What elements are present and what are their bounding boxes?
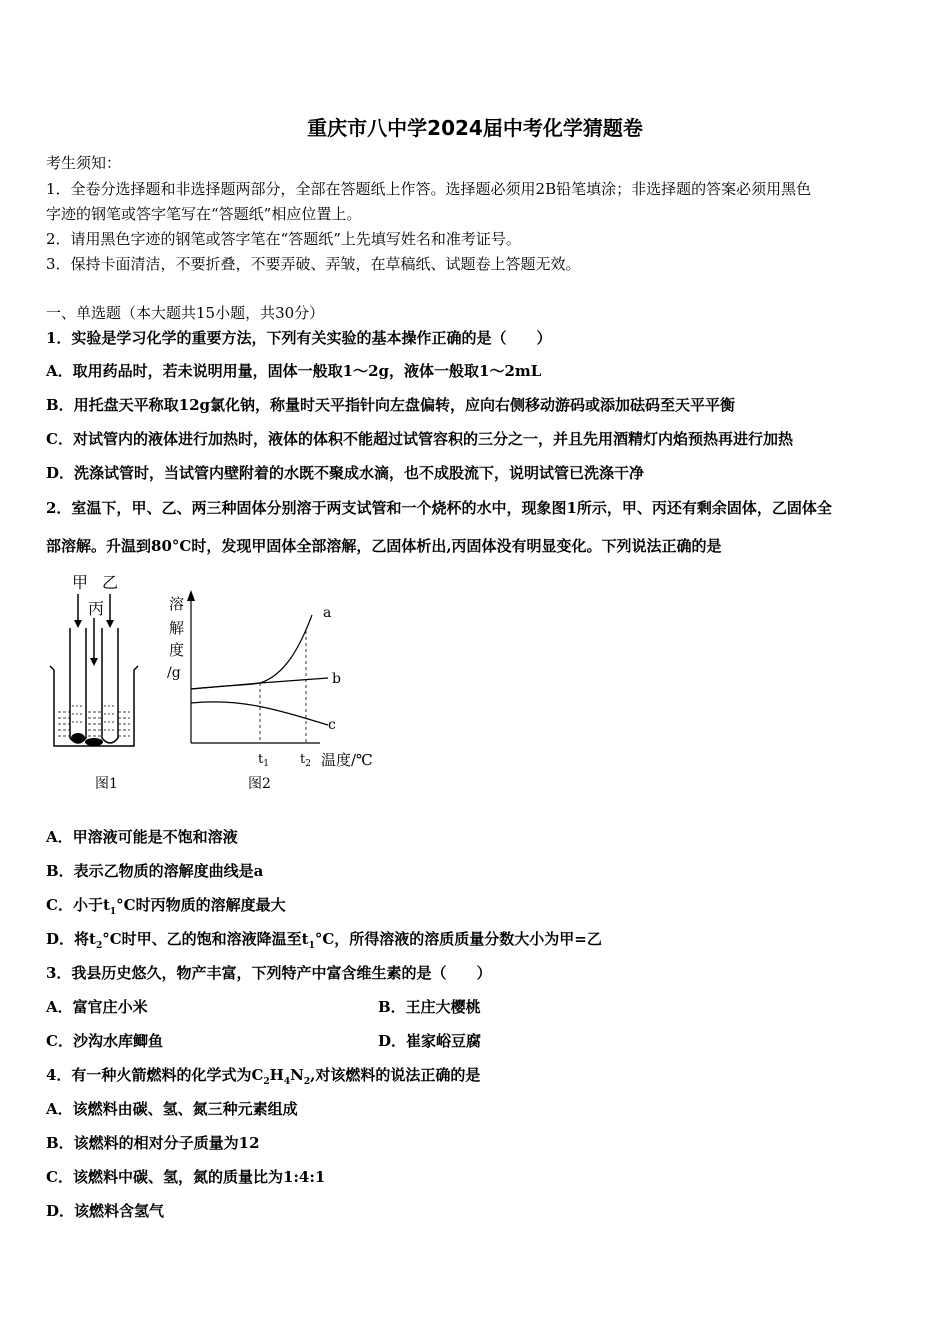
fig1-label-yi: 乙 (102, 573, 119, 592)
fig1-label-bing: 丙 (88, 599, 105, 618)
fig1-arrowhead-yi (106, 620, 114, 628)
fig2-label-a: a (323, 605, 332, 621)
fig1-solid-jia (71, 733, 85, 743)
q4-option-b: B．该燃料的相对分子质量为12 (46, 1134, 260, 1152)
fig2-ylabel-1: 溶 (169, 595, 185, 613)
fig2-y-arrow (187, 590, 195, 601)
q1-option-b: B．用托盘天平称取12g氯化钠，称量时天平指针向左盘偏转，应向右侧移动游码或添加砝码至天平平衡 (46, 396, 736, 414)
fig1-beaker (50, 666, 138, 746)
fig1-caption: 图1 (95, 776, 118, 792)
notice-item-2: 2．请用黑色字迹的钢笔或答字笔在“答题纸”上先填写姓名和准考证号。 (46, 230, 521, 248)
notice-heading: 考生须知： (46, 154, 122, 172)
fig2-tick-t2: $t_2$ (300, 752, 311, 769)
fig2-curve-b (191, 678, 328, 689)
q4-option-c: C．该燃料中碳、氢，氮的质量比为1:4:1 (46, 1168, 326, 1186)
page-title: 重庆市八中学2024届中考化学猜题卷 (307, 116, 643, 140)
q2-stem-line2: 部溶解。升温到80°C时，发现甲固体全部溶解，乙固体析出,丙固体没有明显变化。下列说法正确的是 (46, 537, 722, 555)
fig2-label-b: b (332, 671, 341, 687)
q4-option-a: A．该燃料由碳、氢、氮三种元素组成 (46, 1100, 298, 1118)
q1-option-c: C．对试管内的液体进行加热时，液体的体积不能超过试管容积的三分之一，并且先用酒精灯内焰预热再进行加热 (46, 430, 793, 448)
q2-option-b: B．表示乙物质的溶解度曲线是a (46, 862, 264, 880)
q4-stem: 4．有一种火箭燃料的化学式为$C_2H_4N_2$,对该燃料的说法正确的是 (46, 1066, 481, 1087)
fig1-label-jia: 甲 (72, 573, 89, 592)
fig1-tube-yi (102, 628, 118, 743)
fig1-tube-jia (70, 628, 86, 743)
fig2-curve-a (191, 615, 312, 689)
q1-stem: 1．实验是学习化学的重要方法，下列有关实验的基本操作正确的是（ ） (46, 329, 552, 347)
q2-stem-line1: 2．室温下，甲、乙、两三种固体分别溶于两支试管和一个烧杯的水中，现象图1所示，甲、丙还有剩余固体，乙固体全 (46, 499, 832, 517)
q4-option-d: D．该燃料含氢气 (46, 1202, 165, 1220)
fig2-curve-c (191, 702, 328, 725)
fig1-water (58, 712, 130, 736)
q3-stem: 3．我县历史悠久，物产丰富，下列特产中富含维生素的是（ ） (46, 964, 492, 982)
q2-option-c: C．小于$t_1^\circ C$时丙物质的溶解度最大 (46, 896, 286, 917)
q3-option-c: C．沙沟水库鲫鱼 (46, 1032, 163, 1050)
notice-item-1: 1．全卷分选择题和非选择题两部分，全部在答题纸上作答。选择题必须用2B铅笔填涂；非选择题的答案必须用黑色 (46, 180, 812, 198)
notice-item-1-cont: 字迹的钢笔或答字笔写在“答题纸”相应位置上。 (46, 205, 362, 223)
q1-option-a: A．取用药品时，若未说明用量，固体一般取1～2g，液体一般取1～2mL (46, 362, 542, 380)
figure-1 (40, 566, 150, 801)
q1-option-d: D．洗涤试管时，当试管内壁附着的水既不聚成水滴，也不成股流下，说明试管已洗涤干净 (46, 464, 645, 482)
figure-2 (160, 585, 385, 800)
fig2-ylabel-3: 度 (169, 641, 185, 659)
fig1-solid-bing (85, 738, 103, 746)
notice-item-3: 3．保持卡面清洁，不要折叠，不要弄破、弄皱，在草稿纸、试题卷上答题无效。 (46, 255, 581, 273)
q3-option-b: B．王庄大樱桃 (378, 998, 481, 1016)
fig2-tick-t1: $t_1$ (258, 752, 269, 769)
fig2-caption: 图2 (248, 776, 271, 792)
fig2-ylabel-4: /g (167, 665, 181, 681)
fig2-xlabel: 温度/℃ (321, 751, 373, 769)
q3-option-a: A．富官庄小米 (46, 998, 148, 1016)
q2-option-a: A．甲溶液可能是不饱和溶液 (46, 828, 238, 846)
section-heading: 一、单选题（本大题共15小题，共30分） (46, 304, 325, 322)
fig2-label-c: c (328, 717, 336, 733)
q3-option-d: D．崔家峪豆腐 (378, 1032, 482, 1050)
fig1-arrowhead-bing (90, 658, 98, 666)
q2-option-d: D．将$t_2^\circ C$时甲、乙的饱和溶液降温至$t_1^\circ C$，所得溶液的溶质质量分数大小为甲=乙 (46, 930, 602, 951)
fig1-arrowhead-jia (74, 620, 82, 628)
fig2-ylabel-2: 解 (169, 619, 185, 637)
